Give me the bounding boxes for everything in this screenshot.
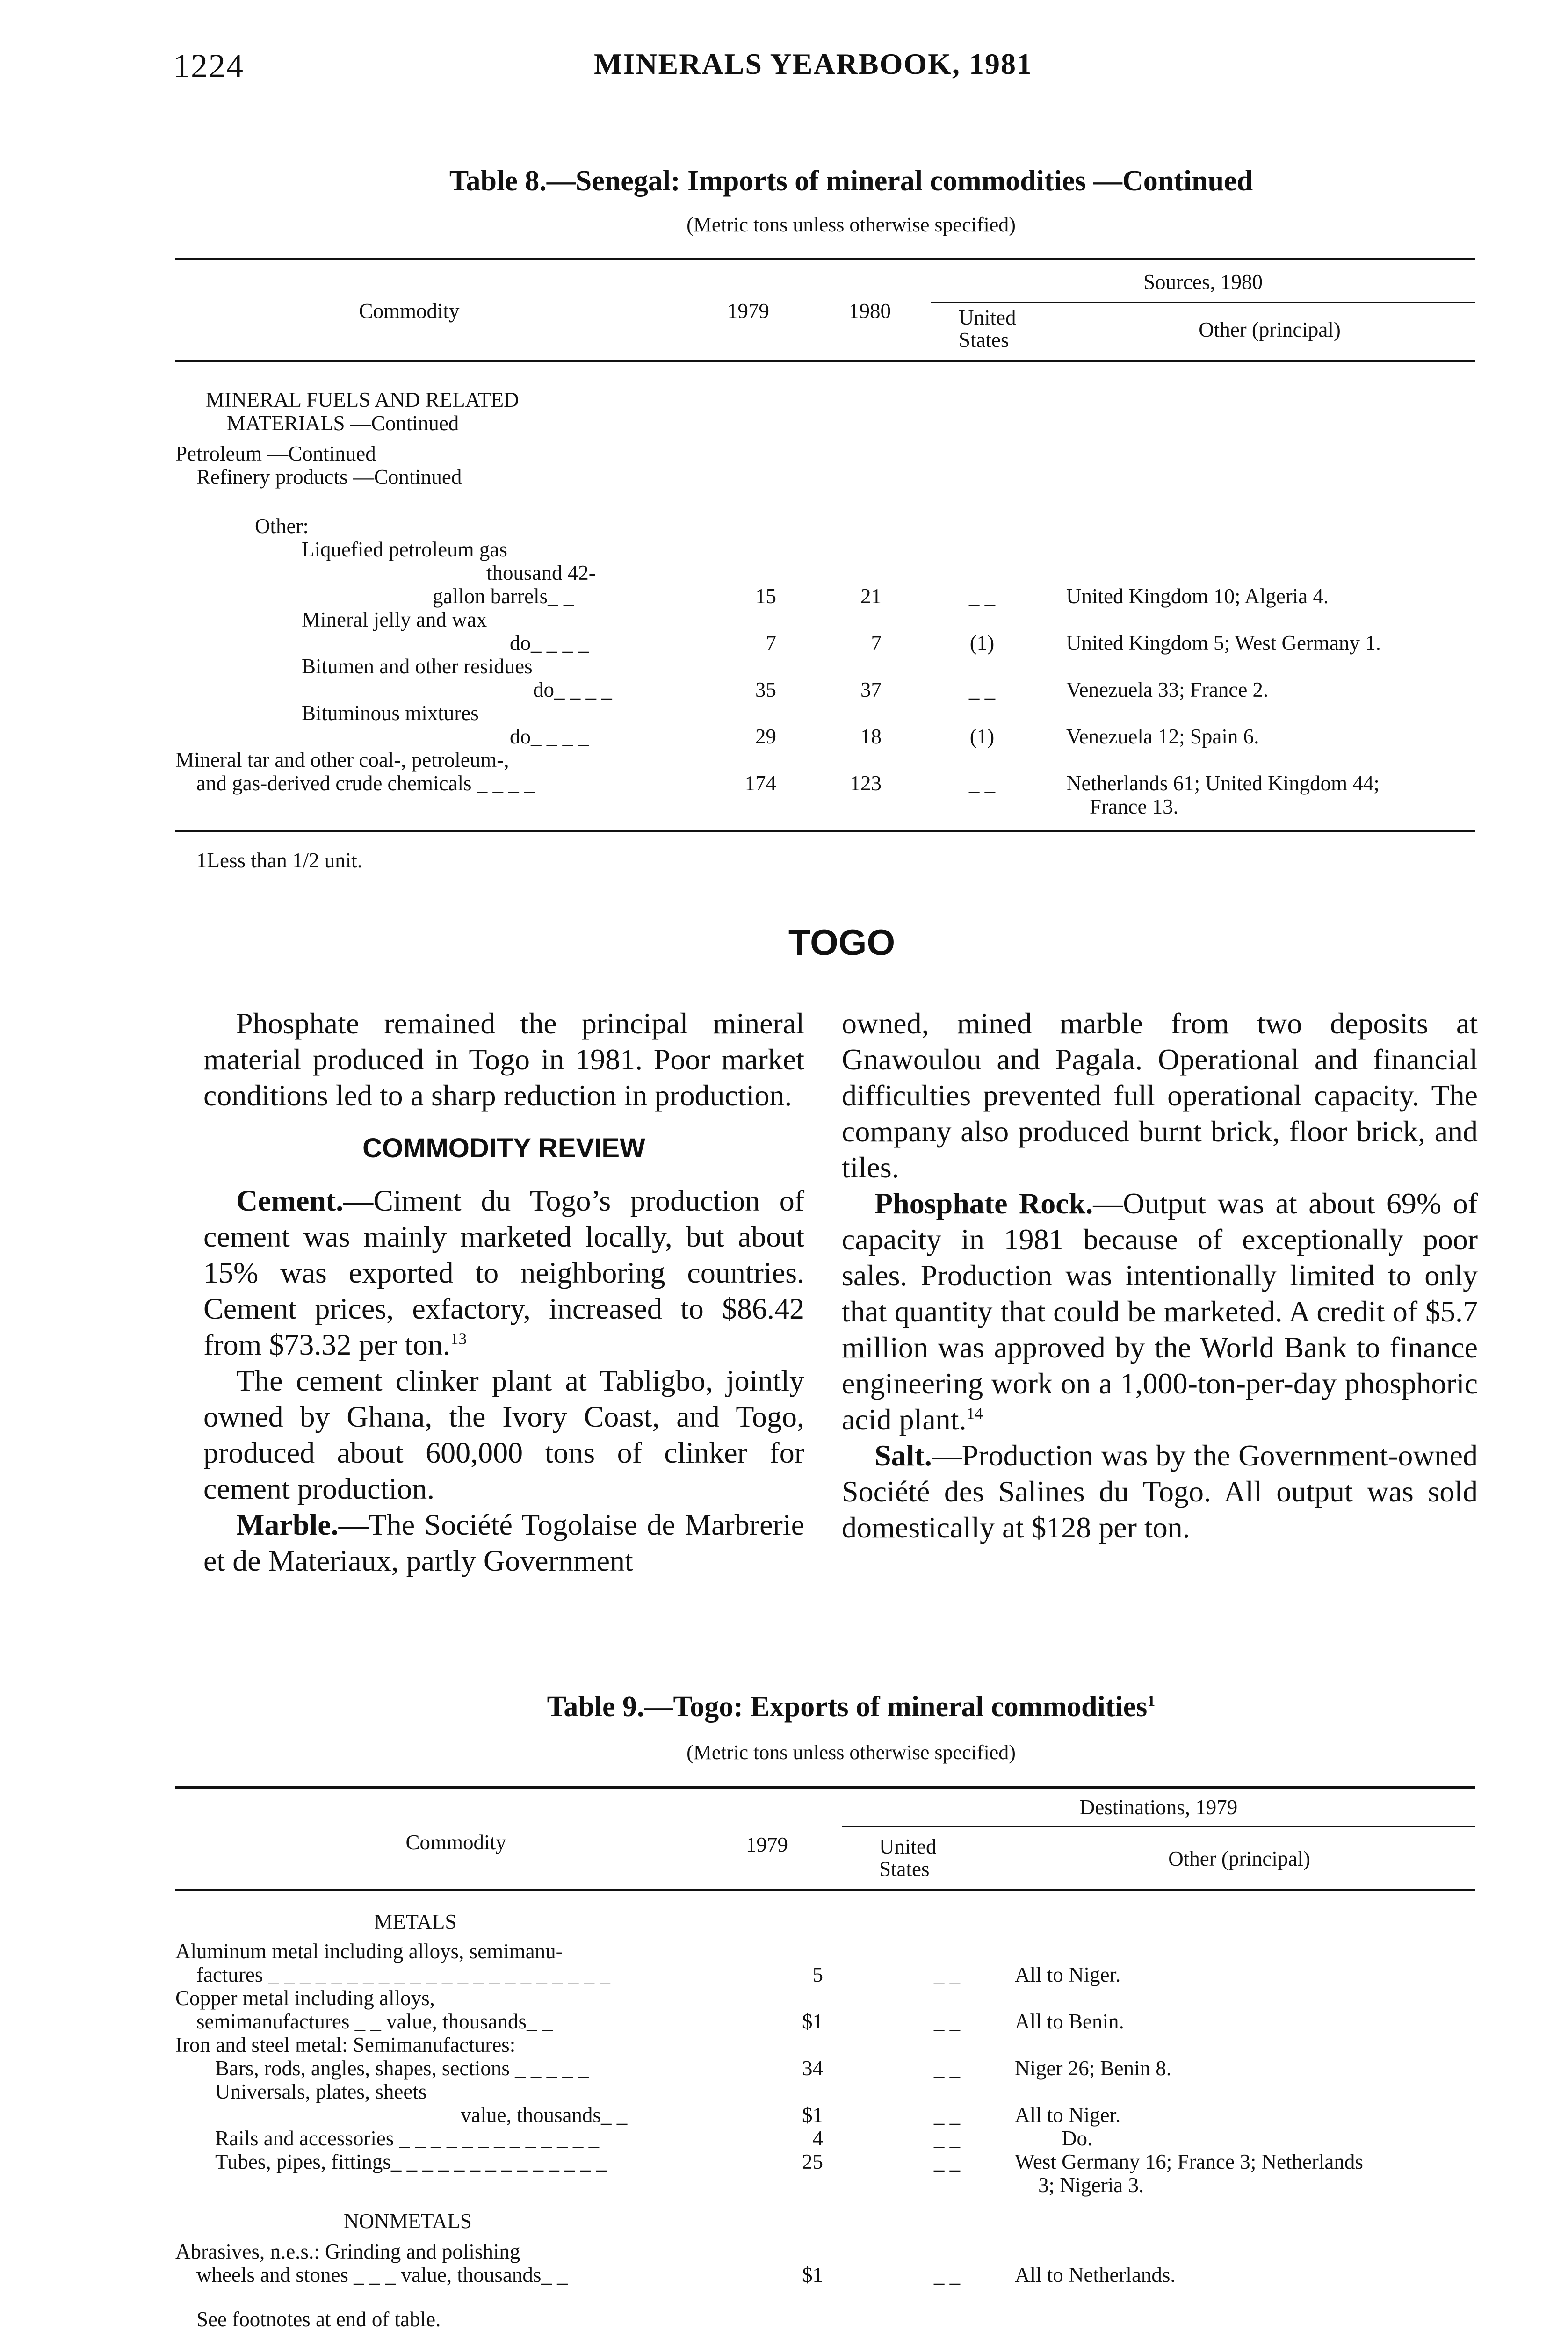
t9-header-us: United States bbox=[879, 1835, 937, 1881]
table-9-caption-footnote: 1 bbox=[1147, 1692, 1156, 1710]
t8-header-commodity: Commodity bbox=[359, 299, 460, 323]
running-head bbox=[173, 47, 1432, 98]
commodity-review-heading: COMMODITY REVIEW bbox=[362, 1133, 645, 1163]
phosphate-paragraph bbox=[842, 1185, 1478, 1437]
t8-row-commodity-line: do_ _ _ _ bbox=[533, 678, 612, 701]
running-title: MINERALS YEARBOOK, 1981 bbox=[594, 47, 1033, 80]
footnote-ref-14: 14 bbox=[966, 1404, 983, 1423]
page-number: 1224 bbox=[173, 47, 244, 85]
cement-text: —Ciment du Togo’s production of cement was mainly marketed locally, but about 15% was exported to neighboring countries. Cement prices, exfactory, increased to $86.42 from $73.32 per ton. bbox=[203, 1184, 804, 1361]
t9-row-commodity-line: factures _ _ _ _ _ _ _ _ _ _ _ _ _ _ _ _ _ _ _ _ _ _ bbox=[196, 1963, 610, 1986]
t8-header-1980: 1980 bbox=[849, 299, 891, 323]
t9-cell-other: All to Niger. bbox=[1015, 2103, 1121, 2127]
table-9-subcaption: (Metric tons unless otherwise specified) bbox=[686, 1741, 1016, 1764]
marble-text-start: —The Société Togolaise de Marbrerie et de Materiaux, partly Government bbox=[203, 1508, 804, 1577]
t8-header-rule bbox=[175, 360, 1475, 362]
t9-cell-value: 25 bbox=[802, 2150, 823, 2173]
t8-cell-us: _ _ bbox=[968, 772, 996, 795]
t8-cell-1979: 174 bbox=[744, 772, 776, 795]
t8-cell-1979: 15 bbox=[755, 584, 776, 608]
t8-cell-1980: 18 bbox=[860, 725, 882, 748]
t8-row-commodity-line: Liquefied petroleum gas bbox=[302, 538, 507, 561]
t8-row-commodity-line: and gas-derived crude chemicals _ _ _ _ bbox=[196, 772, 535, 795]
t8-footnote: 1Less than 1/2 unit. bbox=[196, 849, 362, 872]
t8-row-commodity-line: do_ _ _ _ bbox=[510, 725, 589, 748]
t8-section-mineral-fuels: MINERAL FUELS AND RELATED bbox=[206, 388, 519, 411]
phosphate-lead: Phosphate Rock. bbox=[874, 1187, 1093, 1220]
t9-cell-value: 4 bbox=[812, 2127, 823, 2150]
t9-row-commodity-line: semimanufactures _ _ value, thousands_ _ bbox=[196, 2010, 553, 2033]
t8-row-commodity-line: gallon barrels_ _ bbox=[433, 584, 574, 608]
clinker-paragraph: The cement clinker plant at Tabligbo, jointly owned by Ghana, the Ivory Coast, and Togo, produced about 600,000 tons of clinker for cement production. bbox=[203, 1364, 804, 1505]
table-9-caption bbox=[173, 1690, 1529, 1724]
t9-cell-us: _ _ bbox=[933, 2010, 961, 2033]
togo-left-column bbox=[203, 1005, 804, 1579]
t9-header-commodity: Commodity bbox=[405, 1831, 506, 1854]
t9-row-commodity-line: Abrasives, n.e.s.: Grinding and polishing bbox=[175, 2240, 520, 2263]
t8-cell-1980: 21 bbox=[860, 584, 882, 608]
marble-paragraph bbox=[203, 1507, 804, 1579]
t9-row-commodity-line: Bars, rods, angles, shapes, sections _ _ _ _ _ bbox=[215, 2057, 589, 2080]
t8-cell-us: _ _ bbox=[968, 584, 996, 608]
t8-section-petroleum: Petroleum —Continued bbox=[175, 442, 376, 465]
t8-cell-other: Venezuela 33; France 2. bbox=[1066, 678, 1269, 701]
t9-row-commodity-line: Aluminum metal including alloys, semimanu- bbox=[175, 1940, 563, 1963]
t9-cell-value: $1 bbox=[802, 2103, 823, 2127]
marble-lead: Marble. bbox=[236, 1508, 339, 1541]
togo-right-column bbox=[842, 1005, 1478, 1545]
table-9-top-rule bbox=[175, 1786, 1475, 1789]
t9-row-commodity-line: Universals, plates, sheets bbox=[215, 2080, 427, 2103]
table-8-bottom-rule bbox=[175, 830, 1475, 832]
t9-header-1979: 1979 bbox=[746, 1833, 788, 1856]
t8-row-commodity-line: Bitumen and other residues bbox=[302, 655, 533, 678]
phosphate-text: —Output was at about 69% of capacity in 1981 because of exceptionally poor sales. Production was intentionally limited to only that quantity that could be marketed. A credit of $5.7 million was approved by the World Bank to finance engineering work on a 1,000-ton-per-day phosphoric acid plant. bbox=[842, 1187, 1478, 1436]
t8-cell-1980: 37 bbox=[860, 678, 882, 701]
t9-row-commodity-line: value, thousands_ _ bbox=[461, 2103, 628, 2127]
t8-cell-1980: 7 bbox=[871, 631, 882, 655]
t8-header-other: Other (principal) bbox=[1199, 318, 1341, 341]
salt-paragraph bbox=[842, 1437, 1478, 1545]
t9-destinations-rule bbox=[842, 1826, 1475, 1827]
t9-cell-value: $1 bbox=[802, 2263, 823, 2287]
t9-cell-value: $1 bbox=[802, 2010, 823, 2033]
togo-heading: TOGO bbox=[788, 922, 896, 963]
t9-cell-other-continued: 3; Nigeria 3. bbox=[1038, 2173, 1144, 2197]
t8-row-commodity-line: Mineral jelly and wax bbox=[302, 608, 487, 631]
t8-row-commodity-line: thousand 42- bbox=[486, 561, 596, 584]
cement-paragraph bbox=[203, 1183, 804, 1363]
t9-metals-heading: METALS bbox=[374, 1910, 457, 1934]
t9-cell-value: 34 bbox=[802, 2057, 823, 2080]
t8-cell-1980: 123 bbox=[850, 772, 882, 795]
t8-cell-other: Venezuela 12; Spain 6. bbox=[1066, 725, 1259, 748]
t9-cell-us: _ _ bbox=[933, 2150, 961, 2173]
t9-cell-us: _ _ bbox=[933, 2057, 961, 2080]
marble-paragraph-continued: owned, mined marble from two deposits at Gnawoulou and Pagala. Operational and financial difficulties prevented full operational capacity. The company also produced burnt brick, floor brick, and tiles. bbox=[842, 1007, 1478, 1184]
t9-cell-other: All to Netherlands. bbox=[1015, 2263, 1176, 2287]
t8-section-materials: MATERIALS —Continued bbox=[227, 411, 459, 435]
t9-cell-us: _ _ bbox=[933, 2263, 961, 2287]
t9-header-rule bbox=[175, 1889, 1475, 1891]
t8-header-sources: Sources, 1980 bbox=[1143, 270, 1263, 294]
t8-cell-other-continued: France 13. bbox=[1090, 795, 1178, 818]
salt-text: —Production was by the Government-owned Société des Salines du Togo. All output was sold domestically at $128 per ton. bbox=[842, 1439, 1478, 1544]
t9-row-commodity-line: Rails and accessories _ _ _ _ _ _ _ _ _ _ _ _ _ bbox=[215, 2127, 600, 2150]
salt-lead: Salt. bbox=[874, 1439, 932, 1472]
t9-row-commodity-line: Copper metal including alloys, bbox=[175, 1986, 435, 2010]
t8-sources-rule bbox=[931, 302, 1475, 303]
t9-cell-other: Niger 26; Benin 8. bbox=[1015, 2057, 1171, 2080]
table-8-caption: Table 8.—Senegal: Imports of mineral commodities —Continued bbox=[449, 165, 1253, 197]
t9-cell-us: _ _ bbox=[933, 1963, 961, 1986]
t9-cell-other: West Germany 16; France 3; Netherlands bbox=[1015, 2150, 1363, 2173]
t9-cell-other: All to Niger. bbox=[1015, 1963, 1121, 1986]
table-8-top-rule bbox=[175, 258, 1475, 260]
t8-cell-us: _ _ bbox=[968, 678, 996, 701]
t9-see-footnotes: See footnotes at end of table. bbox=[196, 2308, 441, 2331]
t9-cell-value: 5 bbox=[812, 1963, 823, 1986]
table-8-subcaption: (Metric tons unless otherwise specified) bbox=[686, 213, 1016, 236]
t9-header-destinations: Destinations, 1979 bbox=[1079, 1796, 1238, 1819]
t9-cell-other: Do. bbox=[1062, 2127, 1093, 2150]
footnote-ref-13: 13 bbox=[450, 1329, 467, 1348]
t8-cell-1979: 7 bbox=[766, 631, 776, 655]
t8-section-refinery: Refinery products —Continued bbox=[196, 465, 462, 489]
t8-cell-us: (1) bbox=[969, 725, 995, 748]
t9-cell-us: _ _ bbox=[933, 2127, 961, 2150]
t8-section-other: Other: bbox=[255, 514, 309, 538]
t9-header-other: Other (principal) bbox=[1168, 1847, 1310, 1870]
t9-cell-other: All to Benin. bbox=[1015, 2010, 1124, 2033]
t9-row-commodity-line: Tubes, pipes, fittings_ _ _ _ _ _ _ _ _ _ _ _ _ _ bbox=[215, 2150, 607, 2173]
t8-cell-1979: 35 bbox=[755, 678, 776, 701]
t8-cell-1979: 29 bbox=[755, 725, 776, 748]
t8-cell-us: (1) bbox=[969, 631, 995, 655]
togo-intro-paragraph: Phosphate remained the principal mineral material produced in Togo in 1981. Poor market conditions led to a sharp reduction in production. bbox=[203, 1007, 804, 1112]
t8-cell-other: Netherlands 61; United Kingdom 44; bbox=[1066, 772, 1380, 795]
t9-cell-us: _ _ bbox=[933, 2103, 961, 2127]
t8-header-us: United States bbox=[959, 306, 1016, 352]
t9-row-commodity-line: Iron and steel metal: Semimanufactures: bbox=[175, 2033, 516, 2057]
cement-lead: Cement. bbox=[236, 1184, 344, 1217]
t9-row-commodity-line: wheels and stones _ _ _ value, thousands_ _ bbox=[196, 2263, 568, 2287]
t8-row-commodity-line: Bituminous mixtures bbox=[302, 701, 479, 725]
t9-nonmetals-heading: NONMETALS bbox=[344, 2209, 472, 2233]
table-9-caption-text: Table 9.—Togo: Exports of mineral commodities bbox=[547, 1691, 1148, 1723]
t8-header-1979: 1979 bbox=[727, 299, 769, 323]
t8-row-commodity-line: do_ _ _ _ bbox=[510, 631, 589, 655]
t8-cell-other: United Kingdom 5; West Germany 1. bbox=[1066, 631, 1381, 655]
t8-row-commodity-line: Mineral tar and other coal-, petroleum-, bbox=[175, 748, 509, 772]
t8-cell-other: United Kingdom 10; Algeria 4. bbox=[1066, 584, 1329, 608]
